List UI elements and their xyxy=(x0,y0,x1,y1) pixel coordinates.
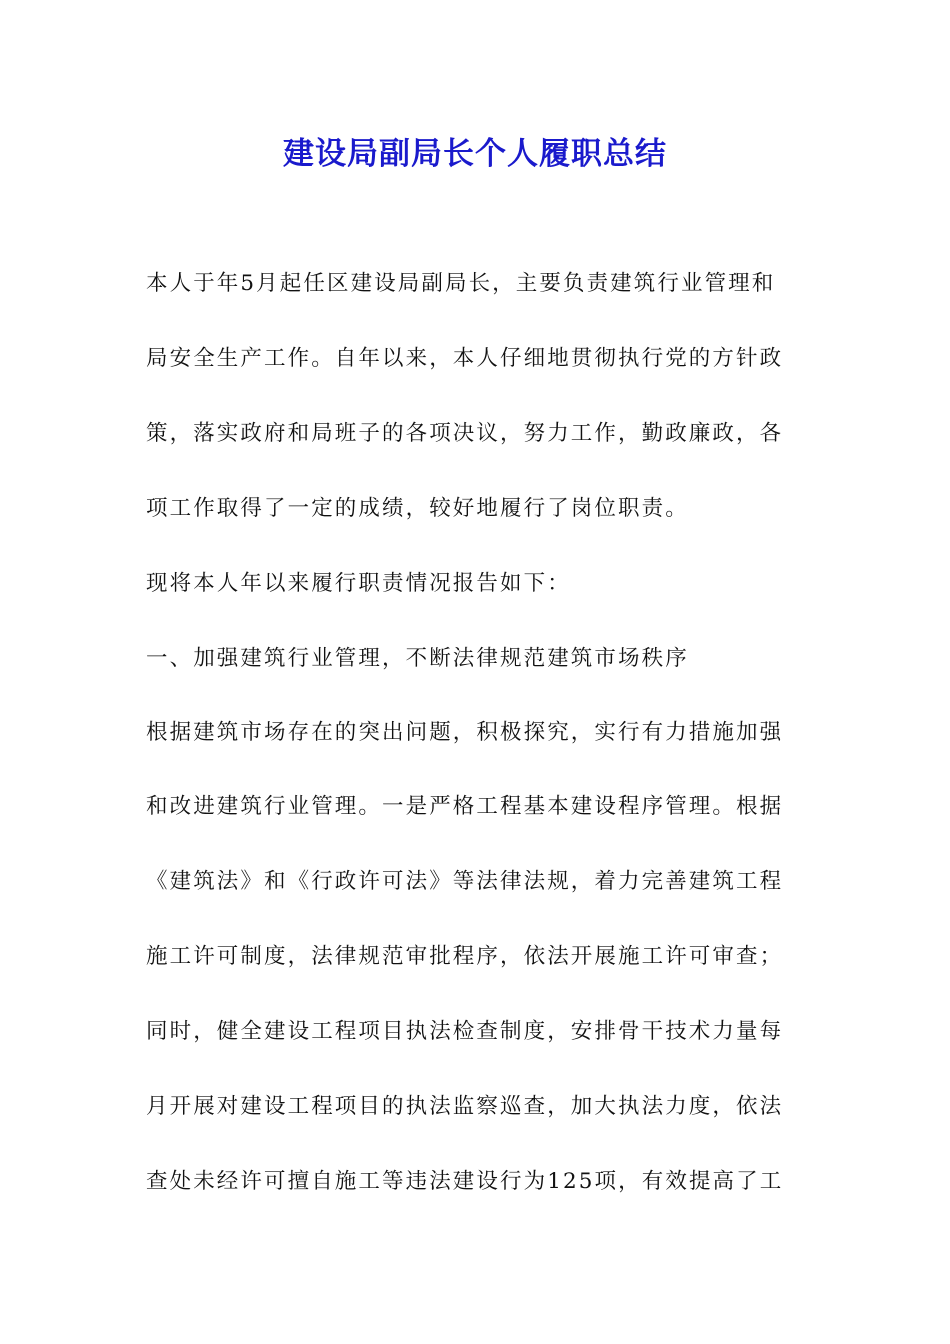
body-line-1: 本人于年5月起任区建设局副局长，主要负责建筑行业管理和 xyxy=(146,271,776,296)
body-line-10: 施工许可制度，法律规范审批程序，依法开展施工许可审查； xyxy=(146,944,784,969)
section-heading-1: 一、加强建筑行业管理，不断法律规范建筑市场秩序 xyxy=(146,646,689,671)
body-line-2: 局安全生产工作。自年以来，本人仔细地贯彻执行党的方针政 xyxy=(146,346,784,371)
body-line-4: 项工作取得了一定的成绩，较好地履行了岗位职责。 xyxy=(146,496,689,521)
body-line-3: 策，落实政府和局班子的各项决议，努力工作，勤政廉政，各 xyxy=(146,421,784,446)
body-line-5: 现将本人年以来履行职责情况报告如下： xyxy=(146,571,571,596)
body-line-11: 同时，健全建设工程项目执法检查制度，安排骨干技术力量每 xyxy=(146,1019,784,1044)
body-line-12: 月开展对建设工程项目的执法监察巡查，加大执法力度，依法 xyxy=(146,1094,784,1119)
body-line-9: 《建筑法》和《行政许可法》等法律法规，着力完善建筑工程 xyxy=(146,869,784,894)
body-line-13: 查处未经许可擅自施工等违法建设行为125项，有效提高了工 xyxy=(146,1169,784,1194)
body-line-8: 和改进建筑行业管理。一是严格工程基本建设程序管理。根据 xyxy=(146,794,784,819)
document-title: 建设局副局长个人履职总结 xyxy=(283,136,667,172)
body-line-7: 根据建筑市场存在的突出问题，积极探究，实行有力措施加强 xyxy=(146,720,784,745)
